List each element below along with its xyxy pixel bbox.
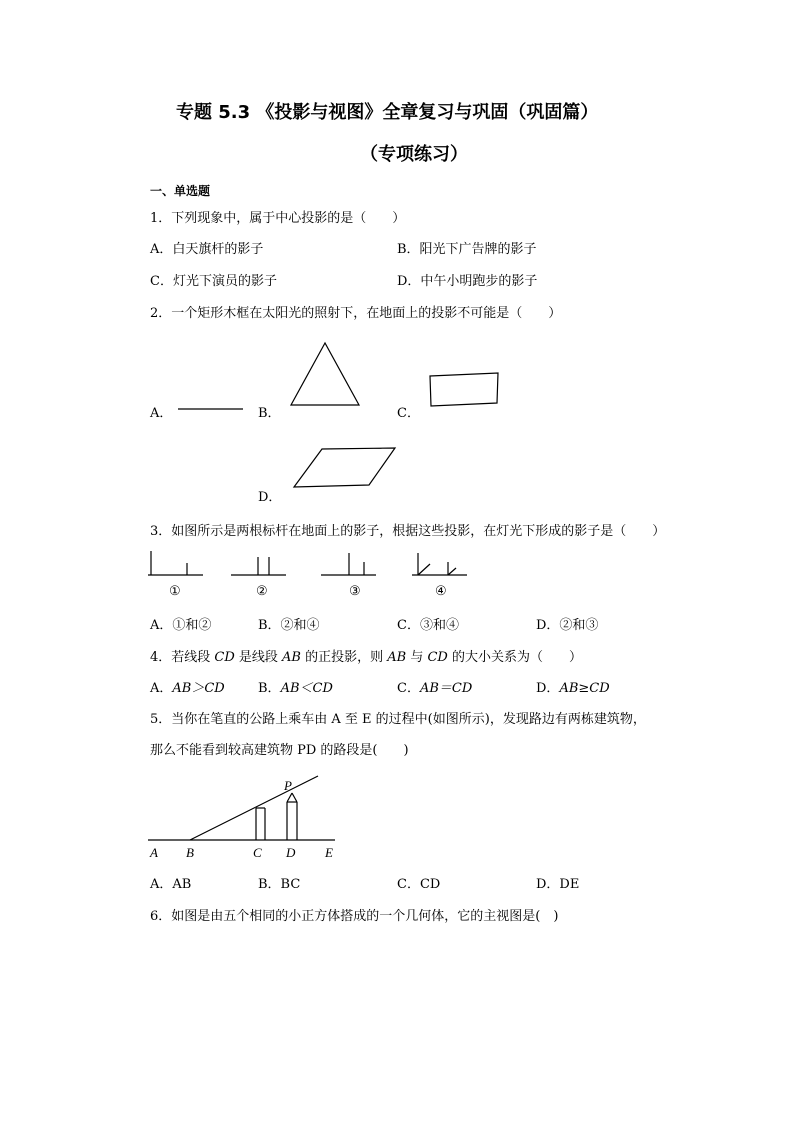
q2-stem: 2．一个矩形木框在太阳光的照射下，在地面上的投影不可能是（ ） [150,306,562,321]
q5-stem-line2: 那么不能看到较高建筑物 PD 的路段是( ) [150,743,409,758]
q5-option-a: A．AB [150,877,192,892]
q2-option-a: A． [150,406,173,421]
page-subtitle: （专项练习） [360,144,468,165]
q5-option-c: C．CD [397,877,441,892]
q5-option-d: D．DE [536,877,580,892]
q5-stem-line1: 5．当你在笔直的公路上乘车由 A 至 E 的过程中(如图所示)，发现路边有两栋建筑物， [150,712,646,727]
q5-option-b: B．BC [258,877,301,892]
page-title: 专题 5.3 《投影与视图》全章复习与巩固（巩固篇） [176,102,599,123]
q5-fig-label-a: A [150,845,158,860]
q3-label-1: ① [169,584,181,599]
q5-fig-label-b: B [186,845,194,860]
q5-fig-label-e: E [325,845,333,860]
q4-stem: 4．若线段 CD 是线段 AB 的正投影，则 AB 与 CD 的大小关系为（ ） [150,650,582,665]
q5-fig-label-d: D [286,845,296,860]
q3-label-2: ② [256,584,268,599]
q4-option-d: D．AB≥CD [536,681,610,696]
q2-option-d: D． [258,490,282,505]
q3-option-a: A．①和② [150,618,212,633]
q3-option-d: D．②和③ [536,618,599,633]
q3-label-4: ④ [435,584,447,599]
q2-option-c: C． [397,406,420,421]
section-heading: 一、单选题 [150,184,211,198]
q5-fig-label-c: C [253,845,262,860]
q1-stem: 1．下列现象中，属于中心投影的是（ ） [150,211,406,226]
q1-option-a: A．白天旗杆的影子 [150,242,264,257]
q3-option-b: B．②和④ [258,618,320,633]
q1-option-b: B．阳光下广告牌的影子 [397,242,537,257]
q3-option-c: C．③和④ [397,618,459,633]
q5-fig-label-p: P [284,778,292,793]
q1-option-d: D．中午小明跑步的影子 [397,274,538,289]
q3-stem: 3．如图所示是两根标杆在地面上的影子，根据这些投影，在灯光下形成的影子是（ ） [150,524,666,539]
q6-stem: 6．如图是由五个相同的小正方体搭成的一个几何体，它的主视图是( ) [150,909,559,924]
q2-option-b: B． [258,406,281,421]
q3-label-3: ③ [349,584,361,599]
q4-option-b: B．AB＜CD [258,681,333,696]
q1-option-c: C．灯光下演员的影子 [150,274,277,289]
q4-option-a: A．AB＞CD [150,681,225,696]
q4-option-c: C．AB＝CD [397,681,473,696]
